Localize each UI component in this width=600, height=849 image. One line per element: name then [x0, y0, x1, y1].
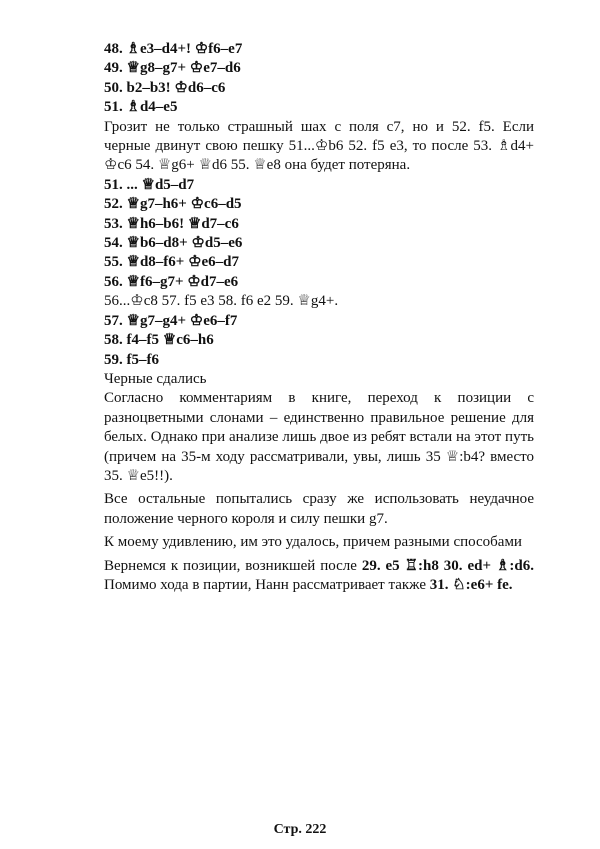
move-line: 48. ♗e3–d4+! ♔f6–e7	[104, 41, 243, 57]
move-line: 51. ... ♕d5–d7	[104, 176, 195, 193]
page-content	[104, 40, 534, 595]
commentary-paragraph: К моему удивлению, им это удалось, причем разными способами	[104, 534, 522, 551]
bold-moves: 31. ♘:e6+ fe.	[429, 576, 513, 593]
paragraph-text: Помимо хода в партии, Нанн рассматривает также	[104, 576, 430, 593]
result-line: Черные сдались	[104, 370, 207, 387]
bold-moves: 29. e5 ♖:h8 30. ed+ ♗:d6.	[361, 557, 534, 574]
move-line: 56. ♕f6–g7+ ♔d7–e6	[104, 273, 239, 290]
move-line: 52. ♕g7–h6+ ♔c6–d5	[104, 196, 242, 213]
move-line: 49. ♕g8–g7+ ♔e7–d6	[104, 60, 241, 77]
move-line: 50. b2–b3! ♔d6–c6	[104, 79, 226, 96]
commentary-paragraph: Согласно комментариям в книге, переход к позиции с разноцветными слонами – единственно правильное решение для белых. Однако при анализе лишь двое из ребят встали на этот путь (причем на 35-м ходу рассматривали, увы, лишь 35 ♕:b4? вместо 35. ♕e5!!).	[104, 390, 534, 484]
move-line: 57. ♕g7–g4+ ♔e6–f7	[104, 312, 238, 329]
move-line: 58. f4–f5 ♕c6–h6	[104, 332, 214, 349]
page-number: Стр. 222	[273, 822, 327, 837]
variation-line: 56...♔c8 57. f5 e3 58. f6 e2 59. ♕g4+.	[104, 293, 339, 310]
commentary-paragraph	[104, 557, 534, 596]
move-line: 54. ♕b6–d8+ ♔d5–e6	[104, 235, 243, 252]
commentary-paragraph: Все остальные попытались сразу же использовать неудачное положение черного короля и силу пешки g7.	[104, 491, 534, 527]
move-line: 59. f5–f6	[104, 351, 159, 368]
move-line: 53. ♕h6–b6! ♕d7–c6	[104, 215, 239, 232]
paragraph-text: Вернемся к позиции, возникшей после	[104, 557, 362, 574]
commentary-paragraph: Грозит не только страшный шах с поля с7, но и 52. f5. Если черные двинут свою пешку 51...♔b6 52. f5 e3, то после 53. ♗d4+ ♔c6 54. ♕g6+ ♕d6 55. ♕e8 она будет потеряна.	[104, 118, 534, 174]
move-line: 55. ♕d8–f6+ ♔e6–d7	[104, 254, 240, 271]
move-line: 51. ♗d4–e5	[104, 99, 178, 116]
